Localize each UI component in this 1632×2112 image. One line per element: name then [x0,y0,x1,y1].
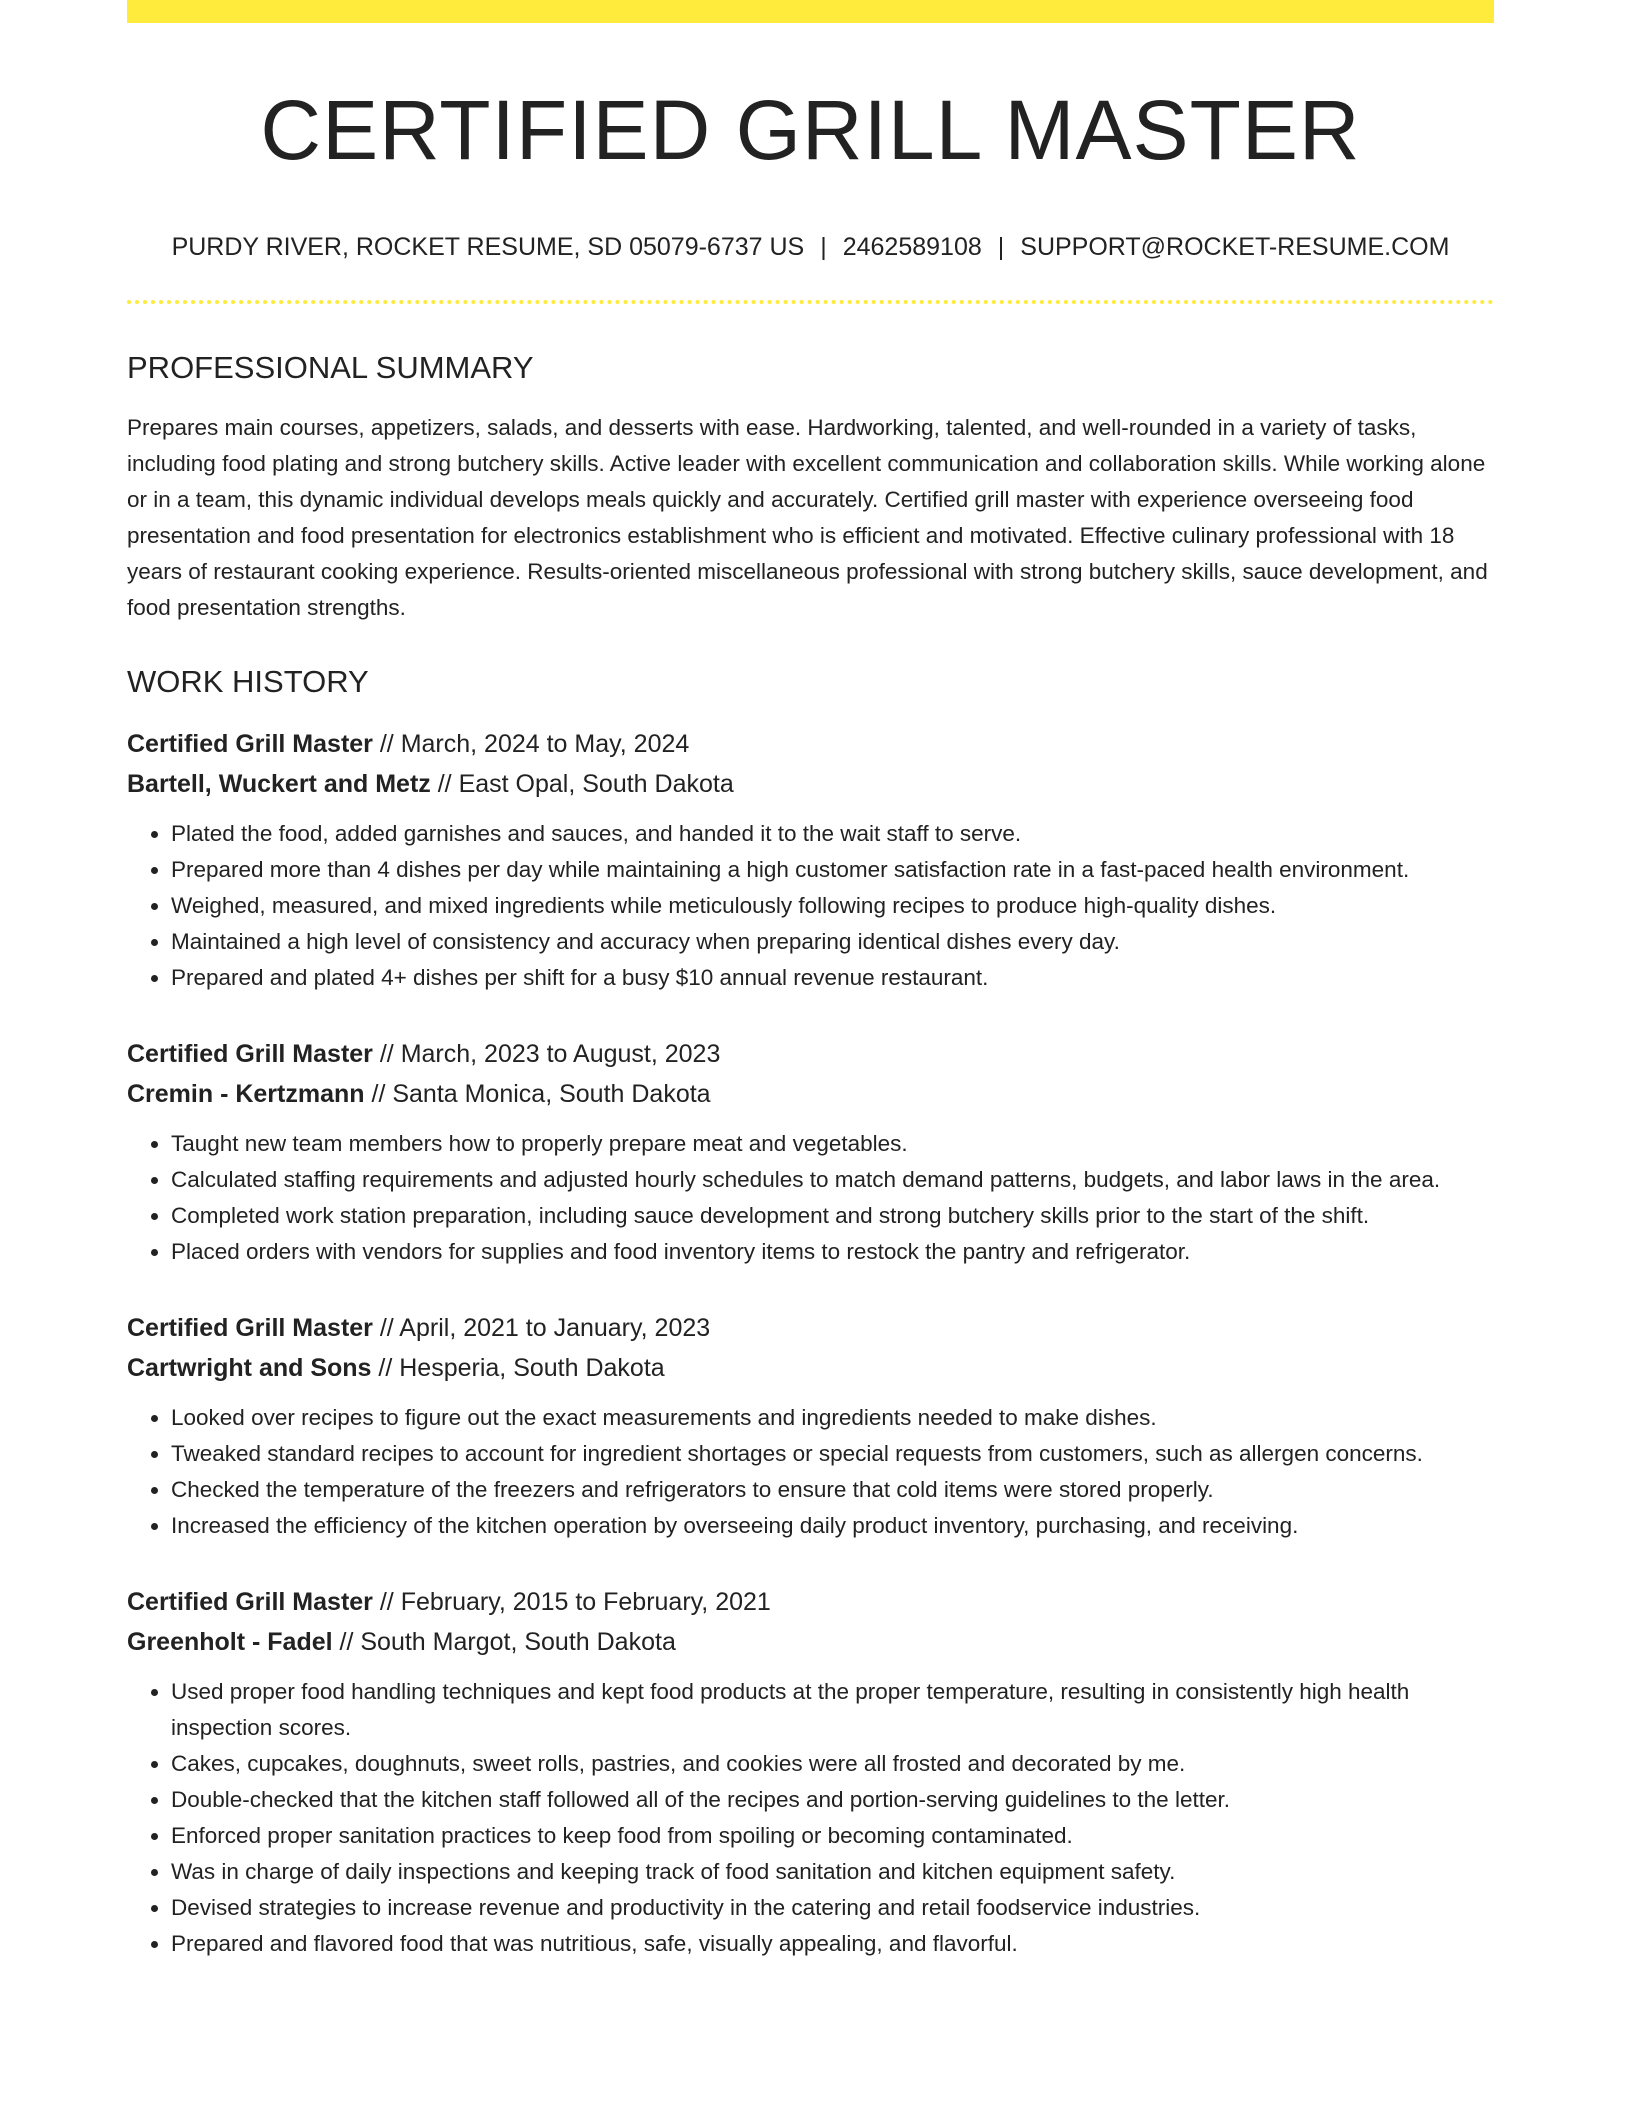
job-company: Greenholt - Fadel [127,1628,333,1656]
job-title-line [127,1034,1494,1074]
job-bullet: • Looked over recipes to figure out the exact measurements and ingredients needed to make dishes. [171,1400,1494,1436]
job-dates: // March, 2024 to May, 2024 [372,730,690,758]
job-bullet: • Completed work station preparation, including sauce development and strong butchery skills prior to the start of the shift. [171,1198,1494,1234]
job-company: Cremin - Kertzmann [127,1080,365,1108]
resume-name: CERTIFIED GRILL MASTER [260,83,1361,177]
job-location: // Hesperia, South Dakota [371,1354,665,1382]
job-bullets [127,1674,1494,1962]
job-bullets [127,1126,1494,1270]
job-bullet: • Increased the efficiency of the kitchen operation by overseeing daily product inventory, purchasing, and receiving. [171,1508,1494,1544]
dotted-divider [127,300,1494,304]
job-bullet: • Double-checked that the kitchen staff followed all of the recipes and portion-serving guidelines to the letter. [171,1782,1494,1818]
contact-email: SUPPORT@ROCKET-RESUME.COM [1020,233,1450,261]
job-company: Bartell, Wuckert and Metz [127,770,431,798]
job-company-line [127,764,1494,804]
contact-line [127,232,1494,262]
job-title-line [127,1582,1494,1622]
job-company-line [127,1348,1494,1388]
summary-text: Prepares main courses, appetizers, salads, and desserts with ease. Hardworking, talented, and well-rounded in a variety of tasks, including food plating and strong butchery skills. Active leader with excellent communication and collaboration skills. While working alone or in a team, this dynamic individual develops meals quickly and accurately. Certified grill master with experience overseeing food presentation and food presentation for electronics establishment who is efficient and motivated. Effective culinary professional with 18 years of restaurant cooking experience. Results-oriented miscellaneous professional with strong butchery skills, sauce development, and food presentation strengths. [127,415,1488,620]
job-location: // South Margot, South Dakota [332,1628,676,1656]
job-bullet: • Plated the food, added garnishes and sauces, and handed it to the wait staff to serve. [171,816,1494,852]
job-role: Certified Grill Master [127,730,373,758]
job-role: Certified Grill Master [127,1040,373,1068]
job-location: // East Opal, South Dakota [430,770,734,798]
job-entry [127,1034,1494,1270]
job-bullet: • Placed orders with vendors for supplies and food inventory items to restock the pantry and refrigerator. [171,1234,1494,1270]
job-dates: // February, 2015 to February, 2021 [372,1588,771,1616]
job-bullet: • Was in charge of daily inspections and keeping track of food sanitation and kitchen equipment safety. [171,1854,1494,1890]
job-bullet: • Checked the temperature of the freezers and refrigerators to ensure that cold items were stored properly. [171,1472,1494,1508]
work-history-list [127,724,1494,1962]
job-entry [127,1582,1494,1962]
job-title-line [127,1308,1494,1348]
work-history-heading: WORK HISTORY [127,664,369,699]
job-bullet: • Weighed, measured, and mixed ingredients while meticulously following recipes to produce high-quality dishes. [171,888,1494,924]
contact-phone: 2462589108 [842,233,982,261]
contact-address: PURDY RIVER, ROCKET RESUME, SD 05079-6737 US [171,233,805,261]
job-bullet: • Maintained a high level of consistency and accuracy when preparing identical dishes every day. [171,924,1494,960]
job-entry [127,724,1494,996]
job-company-line [127,1074,1494,1114]
contact-separator: | [820,233,827,261]
job-role: Certified Grill Master [127,1588,373,1616]
job-location: // Santa Monica, South Dakota [364,1080,711,1108]
job-dates: // April, 2021 to January, 2023 [372,1314,711,1342]
job-bullet: • Cakes, cupcakes, doughnuts, sweet rolls, pastries, and cookies were all frosted and decorated by me. [171,1746,1494,1782]
job-bullets [127,1400,1494,1544]
job-bullet: • Calculated staffing requirements and adjusted hourly schedules to match demand patterns, budgets, and labor laws in the area. [171,1162,1494,1198]
resume-content [127,0,1494,1962]
job-bullet: • Prepared and plated 4+ dishes per shift for a busy $10 annual revenue restaurant. [171,960,1494,996]
job-company: Cartwright and Sons [127,1354,372,1382]
job-bullet: • Tweaked standard recipes to account for ingredient shortages or special requests from customers, such as allergen concerns. [171,1436,1494,1472]
job-bullet: • Taught new team members how to properly prepare meat and vegetables. [171,1126,1494,1162]
job-bullet: • Prepared more than 4 dishes per day while maintaining a high customer satisfaction rate in a fast-paced health environment. [171,852,1494,888]
summary-heading: PROFESSIONAL SUMMARY [127,350,534,385]
job-bullets [127,816,1494,996]
job-bullet: • Prepared and flavored food that was nutritious, safe, visually appealing, and flavorful. [171,1926,1494,1962]
job-bullet: • Enforced proper sanitation practices to keep food from spoiling or becoming contaminated. [171,1818,1494,1854]
job-title-line [127,724,1494,764]
job-company-line [127,1622,1494,1662]
job-bullet: • Used proper food handling techniques and kept food products at the proper temperature, resulting in consistently high health inspection scores. [171,1674,1494,1746]
contact-separator: | [997,233,1005,261]
job-dates: // March, 2023 to August, 2023 [372,1040,721,1068]
job-entry [127,1308,1494,1544]
job-role: Certified Grill Master [127,1314,373,1342]
job-bullet: • Devised strategies to increase revenue and productivity in the catering and retail foodservice industries. [171,1890,1494,1926]
